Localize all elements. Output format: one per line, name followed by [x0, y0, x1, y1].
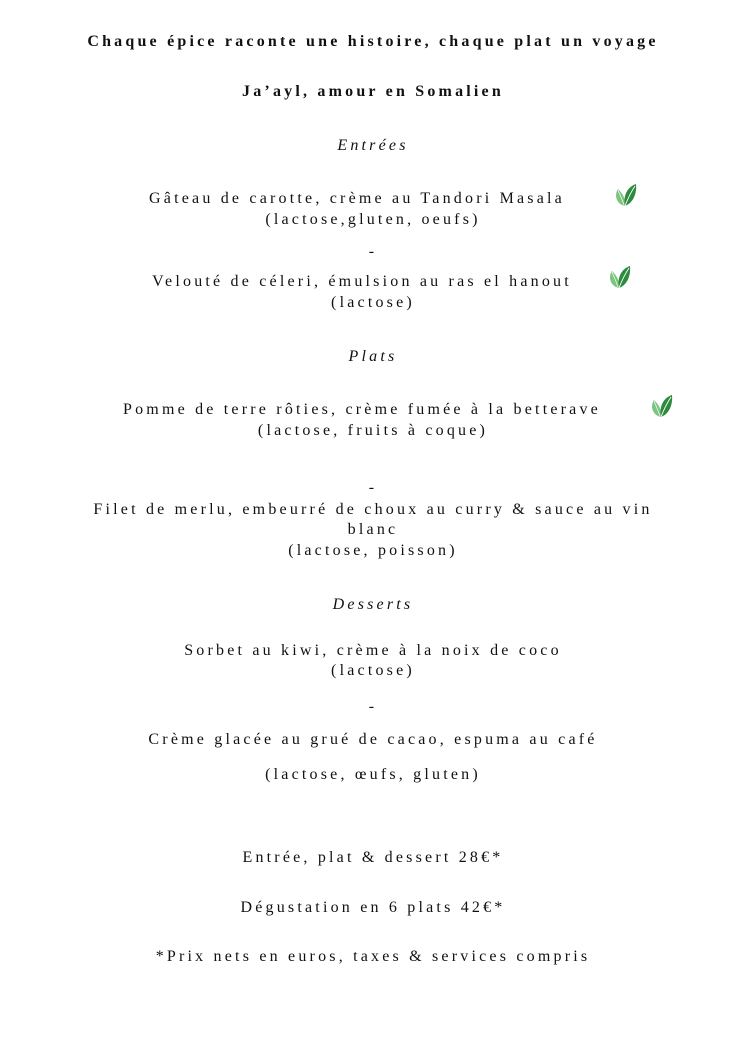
- dish-separator: -: [368, 243, 378, 260]
- price-note: *Prix nets en euros, taxes & services compris: [155, 948, 591, 965]
- vegetarian-leaf-icon: [606, 264, 632, 290]
- dish-separator: -: [368, 698, 378, 715]
- restaurant-subtitle: Ja’ayl, amour en Somalien: [242, 83, 504, 100]
- vegetarian-leaf-icon: [648, 393, 674, 419]
- price-menu-complet: Entrée, plat & dessert 28€*: [242, 849, 504, 866]
- vegetarian-leaf-icon: [612, 182, 638, 208]
- dish-allergens: (lactose): [331, 662, 415, 679]
- dish-allergens: (lactose, fruits à coque): [257, 422, 489, 439]
- dish-allergens: (lactose): [331, 294, 415, 311]
- dish-name-continued: blanc: [347, 521, 399, 538]
- section-title-entrees: Entrées: [337, 137, 409, 154]
- dish-allergens: (lactose, œufs, gluten): [265, 766, 481, 783]
- dish-name: Velouté de céleri, émulsion au ras el hanout: [152, 273, 572, 290]
- dish-allergens: (lactose, poisson): [288, 542, 458, 559]
- dish-name: Crème glacée au grué de cacao, espuma au café: [148, 731, 598, 748]
- section-title-desserts: Desserts: [332, 596, 414, 613]
- tagline: Chaque épice raconte une histoire, chaque plat un voyage: [87, 33, 659, 50]
- dish-name: Gâteau de carotte, crème au Tandori Masala: [149, 190, 565, 207]
- dish-allergens: (lactose,gluten, oeufs): [265, 211, 481, 228]
- dish-name: Sorbet au kiwi, crème à la noix de coco: [184, 642, 562, 659]
- dish-name: Filet de merlu, embeurré de choux au curry & sauce au vin: [93, 501, 653, 518]
- dish-name: Pomme de terre rôties, crème fumée à la betterave: [123, 401, 601, 418]
- dish-separator: -: [368, 479, 378, 496]
- section-title-plats: Plats: [348, 348, 398, 365]
- price-degustation: Dégustation en 6 plats 42€*: [240, 899, 506, 916]
